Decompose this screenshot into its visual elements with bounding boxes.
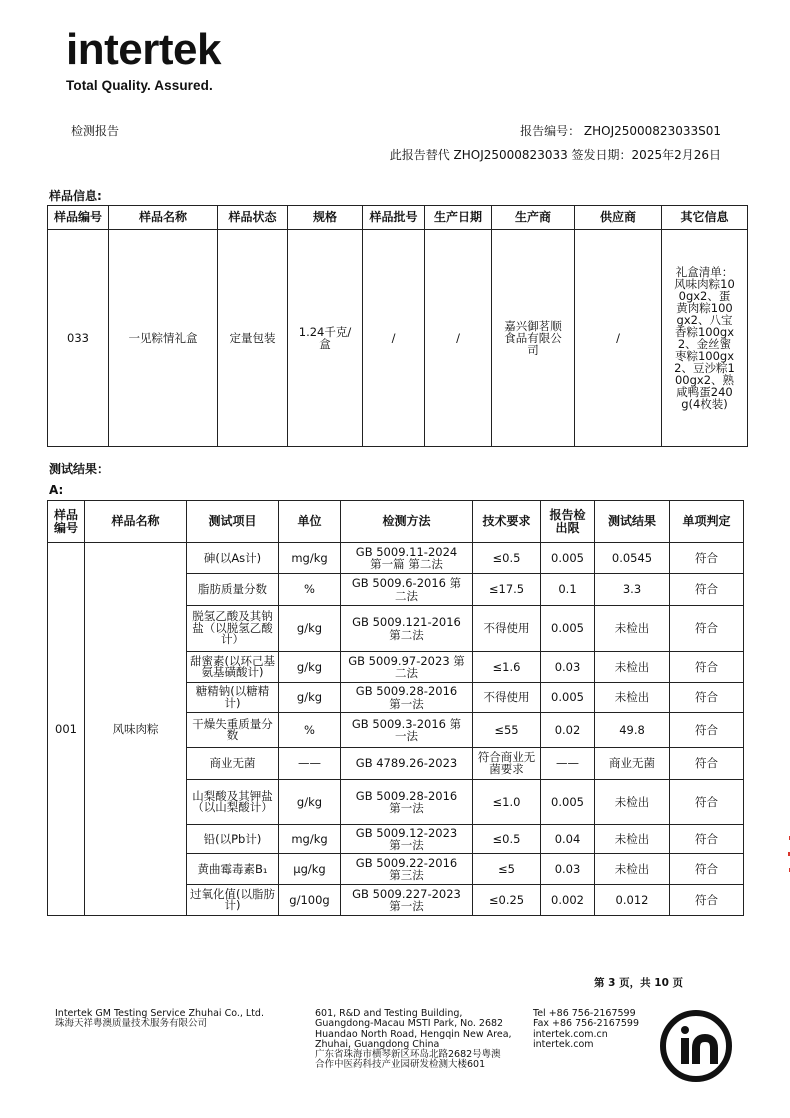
result-cell: 未检出 [595,854,670,885]
test-item-cell: 甜蜜素(以环己基氨基磺酸计) [187,652,279,683]
requirement-cell: 符合商业无菌要求 [473,748,541,780]
unit-cell: g/kg [279,606,341,652]
unit-cell: μg/kg [279,854,341,885]
results-table-header [48,501,744,543]
result-cell: 0.0545 [595,543,670,574]
address-line: Huandao North Road, Hengqin New Area, [315,1028,512,1040]
sample-name-cell: 风味肉粽 [85,543,187,916]
results-header-cell: 技术要求 [473,501,541,543]
detection-limit-cell: 0.02 [541,713,595,748]
verdict-cell: 符合 [670,606,744,652]
results-header-cell: 样品名称 [85,501,187,543]
results-title: 测试结果： [49,462,110,476]
footer-address [315,1009,512,1071]
detection-limit-cell: 0.005 [541,780,595,825]
method-cell: GB 5009.22-2016 第三法 [341,854,473,885]
requirement-cell: ≤5 [473,854,541,885]
sample-info-table [47,205,748,447]
test-item-cell: 商业无菌 [187,748,279,780]
verdict-cell: 符合 [670,748,744,780]
result-cell: 49.8 [595,713,670,748]
method-cell: GB 5009.97-2023 第二法 [341,652,473,683]
logo-tagline: Total Quality. Assured. [66,78,213,93]
sample-cell: 1.24千克/盒 [288,230,363,447]
sample-table-row [48,230,748,447]
verdict-cell: 符合 [670,780,744,825]
result-cell: 未检出 [595,652,670,683]
sample-header-cell: 样品批号 [363,206,425,230]
result-cell: 0.012 [595,885,670,916]
unit-cell: % [279,574,341,606]
sample-header-cell: 样品名称 [109,206,218,230]
sample-info-title: 样品信息: [49,189,102,203]
logo-wordmark: intertek [66,25,221,74]
address-line: 601, R&D and Testing Building, [315,1008,463,1019]
results-header-cell: 样品编号 [48,501,85,543]
intertek-logo [66,25,221,93]
sample-cell: 礼盒清单：风味肉粽100gx2、蛋黄肉粽100gx2、八宝香粽100gx2、金丝蜜枣粽100gx2、豆沙粽100gx2、熟咸鸭蛋240g(4枚装) [662,230,748,447]
detection-limit-cell: 0.005 [541,606,595,652]
unit-cell: mg/kg [279,543,341,574]
method-cell: GB 5009.28-2016 第一法 [341,780,473,825]
result-cell: 商业无菌 [595,748,670,780]
test-item-cell: 干燥失重质量分数 [187,713,279,748]
footer-contact [533,1009,639,1050]
address-line: Zhuhai, Guangdong China [315,1038,440,1050]
sample-cell: 033 [48,230,109,447]
company-name-en: Intertek GM Testing Service Zhuhai Co., Ltd. [55,1008,264,1019]
contact-line: intertek.com.cn [533,1028,608,1040]
verdict-cell: 符合 [670,825,744,854]
test-item-cell: 糖精钠(以糖精计) [187,683,279,713]
address-line: 广东省珠海市横琴新区环岛北路2682号粤澳 [315,1049,501,1060]
page-number: 第 3 页，共 10 页 [594,977,684,989]
red-seal-stamp-icon [770,780,790,920]
sample-cell: / [425,230,492,447]
test-item-cell: 铅(以Pb计) [187,825,279,854]
method-cell: GB 5009.28-2016 第一法 [341,683,473,713]
contact-line: Fax +86 756-2167599 [533,1018,639,1030]
requirement-cell: ≤55 [473,713,541,748]
method-cell: GB 5009.227-2023 第一法 [341,885,473,916]
verdict-cell: 符合 [670,713,744,748]
detection-limit-cell: 0.04 [541,825,595,854]
requirement-cell: ≤0.5 [473,825,541,854]
requirement-cell: ≤17.5 [473,574,541,606]
verdict-cell: 符合 [670,652,744,683]
method-cell: GB 5009.121-2016 第二法 [341,606,473,652]
verdict-cell: 符合 [670,574,744,606]
sample-header-cell: 样品状态 [218,206,288,230]
table-row [48,543,744,574]
document-type: 检测报告 [71,124,120,138]
detection-limit-cell: —— [541,748,595,780]
detection-limit-cell: 0.03 [541,854,595,885]
sample-header-cell: 样品编号 [48,206,109,230]
sample-header-cell: 供应商 [575,206,662,230]
sample-cell: 嘉兴御茗顺食品有限公司 [492,230,575,447]
detection-limit-cell: 0.1 [541,574,595,606]
sample-cell: / [363,230,425,447]
requirement-cell: ≤1.6 [473,652,541,683]
method-cell: GB 4789.26-2023 [341,748,473,780]
unit-cell: g/kg [279,683,341,713]
report-number: 报告编号： ZHOJ25000823033S01 [520,124,721,138]
result-cell: 未检出 [595,606,670,652]
sample-header-cell: 其它信息 [662,206,748,230]
results-group-label: A: [49,483,64,497]
result-cell: 3.3 [595,574,670,606]
results-header-cell: 单项判定 [670,501,744,543]
test-item-cell: 山梨酸及其钾盐（以山梨酸计） [187,780,279,825]
report-replacement-line: 此报告替代 ZHOJ25000823033 签发日期：2025年2月26日 [389,148,721,162]
detection-limit-cell: 0.005 [541,543,595,574]
requirement-cell: ≤0.5 [473,543,541,574]
test-item-cell: 过氧化值(以脂肪计) [187,885,279,916]
test-item-cell: 脱氢乙酸及其钠盐（以脱氢乙酸计） [187,606,279,652]
detection-limit-cell: 0.03 [541,652,595,683]
intertek-in-logo-icon [658,1008,734,1084]
verdict-cell: 符合 [670,543,744,574]
results-header-cell: 报告检出限 [541,501,595,543]
sample-header-cell: 生产商 [492,206,575,230]
sample-cell: 一见粽情礼盒 [109,230,218,447]
unit-cell: g/kg [279,652,341,683]
results-header-cell: 测试结果 [595,501,670,543]
verdict-cell: 符合 [670,683,744,713]
unit-cell: g/kg [279,780,341,825]
verdict-cell: 符合 [670,885,744,916]
unit-cell: g/100g [279,885,341,916]
results-header-cell: 单位 [279,501,341,543]
requirement-cell: 不得使用 [473,683,541,713]
requirement-cell: ≤1.0 [473,780,541,825]
results-header-cell: 检测方法 [341,501,473,543]
unit-cell: mg/kg [279,825,341,854]
method-cell: GB 5009.11-2024 第一篇 第二法 [341,543,473,574]
method-cell: GB 5009.12-2023 第一法 [341,825,473,854]
method-cell: GB 5009.3-2016 第一法 [341,713,473,748]
test-item-cell: 砷(以As计) [187,543,279,574]
result-cell: 未检出 [595,825,670,854]
requirement-cell: ≤0.25 [473,885,541,916]
test-results-table [47,500,744,916]
sample-table-header [48,206,748,230]
contact-line: intertek.com [533,1038,594,1050]
test-item-cell: 黄曲霉毒素B₁ [187,854,279,885]
unit-cell: —— [279,748,341,780]
method-cell: GB 5009.6-2016 第二法 [341,574,473,606]
sample-number-cell: 001 [48,543,85,916]
result-cell: 未检出 [595,780,670,825]
sample-cell: / [575,230,662,447]
sample-header-cell: 生产日期 [425,206,492,230]
results-header-cell: 测试项目 [187,501,279,543]
verdict-cell: 符合 [670,854,744,885]
address-line: Guangdong-Macau MSTI Park, No. 2682 [315,1018,504,1030]
sample-cell: 定量包装 [218,230,288,447]
contact-line: Tel +86 756-2167599 [533,1008,636,1019]
test-item-cell: 脂肪质量分数 [187,574,279,606]
unit-cell: % [279,713,341,748]
detection-limit-cell: 0.002 [541,885,595,916]
company-name-cn: 珠海天祥粤澳质量技术服务有限公司 [55,1018,208,1030]
requirement-cell: 不得使用 [473,606,541,652]
sample-header-cell: 规格 [288,206,363,230]
result-cell: 未检出 [595,683,670,713]
detection-limit-cell: 0.005 [541,683,595,713]
address-line: 合作中医药科技产业园研发检测大楼601 [315,1059,486,1071]
footer-company [55,1009,264,1030]
